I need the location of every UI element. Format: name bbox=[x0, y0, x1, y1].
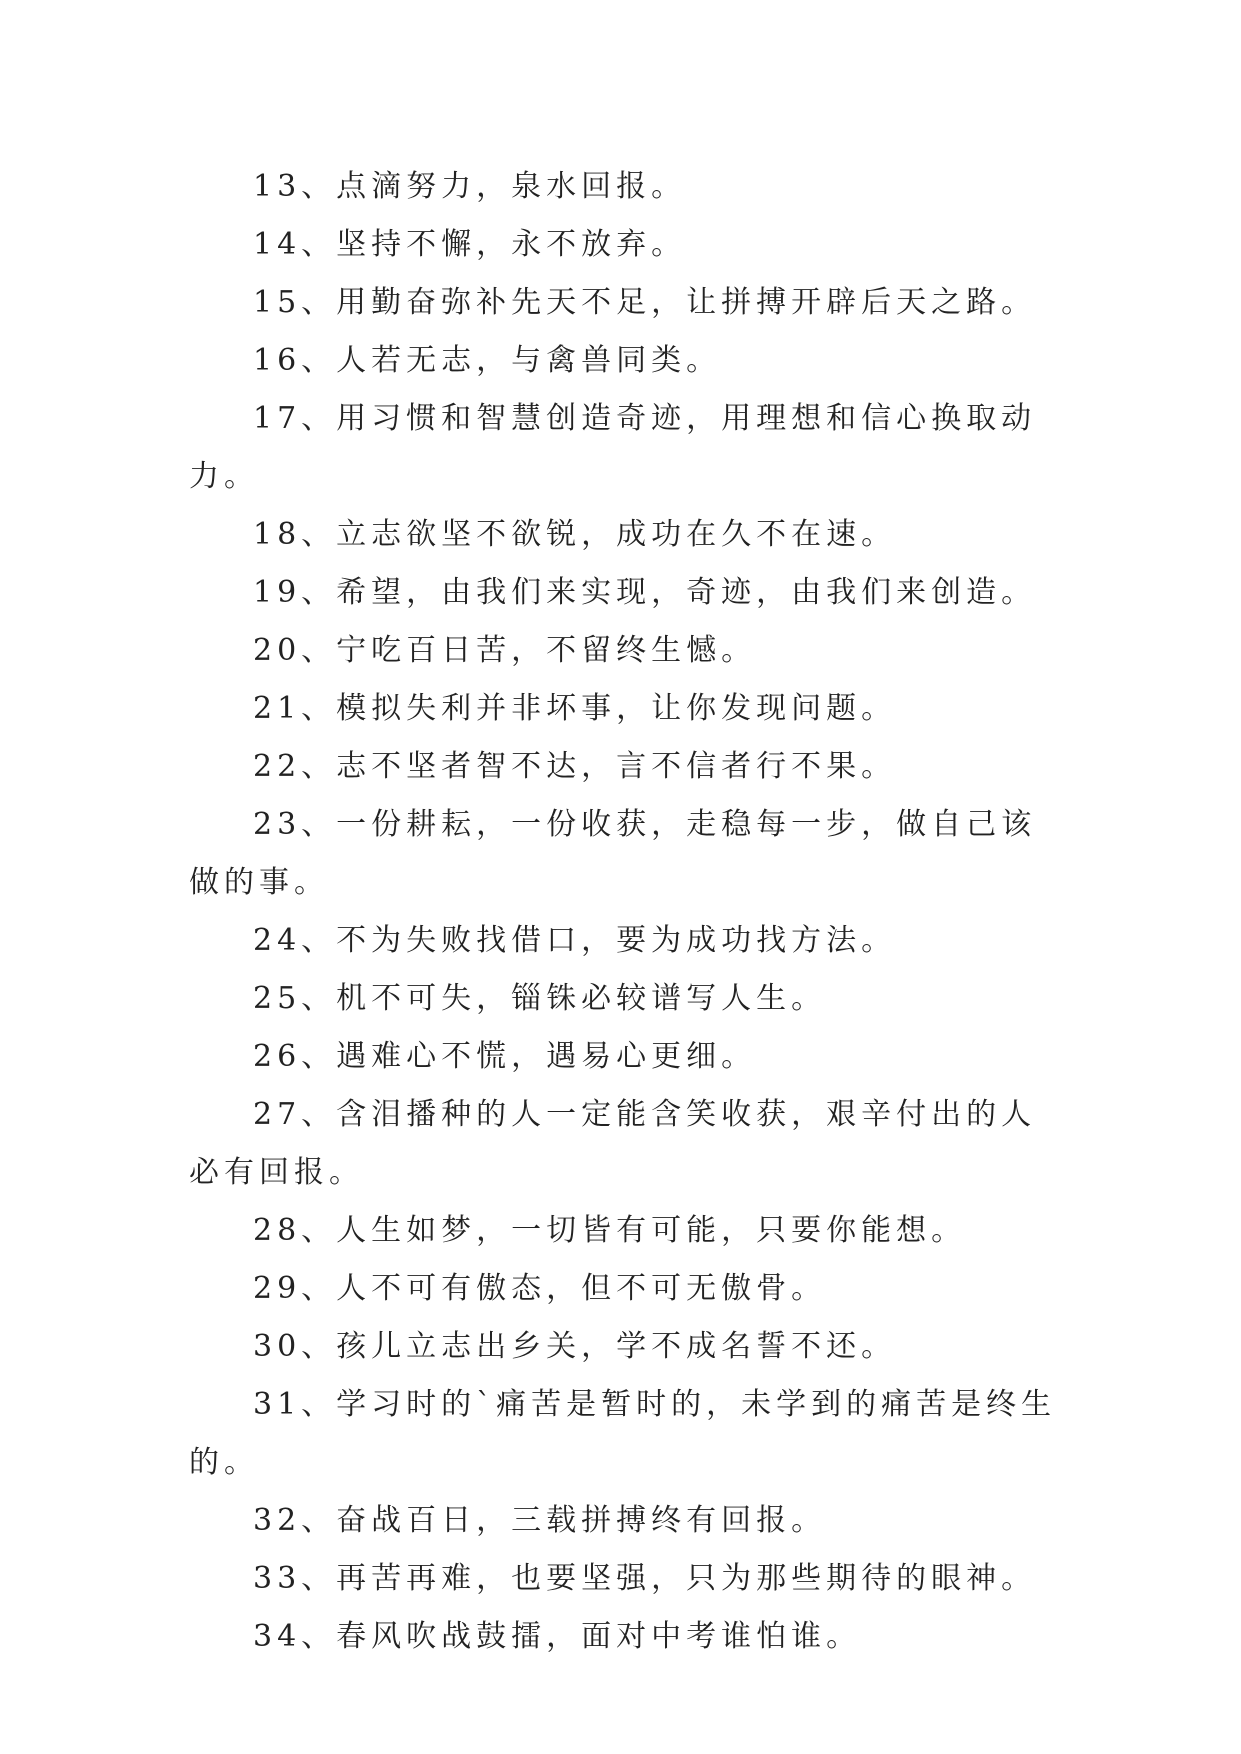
paragraph-34: 34、春风吹战鼓擂，面对中考谁怕谁。 bbox=[253, 1619, 862, 1654]
paragraph-26: 26、遇难心不慌，遇易心更细。 bbox=[253, 1039, 757, 1074]
paragraph-24: 24、不为失败找借口，要为成功找方法。 bbox=[253, 923, 897, 958]
paragraph-22: 22、志不坚者智不达，言不信者行不果。 bbox=[253, 749, 897, 784]
paragraph-14: 14、坚持不懈，永不放弃。 bbox=[253, 227, 687, 262]
paragraph-17: 17、用习惯和智慧创造奇迹，用理想和信心换取动力。 bbox=[189, 401, 1037, 494]
paragraph-31: 31、学习时的`痛苦是暂时的，未学到的痛苦是终生的。 bbox=[189, 1387, 1057, 1480]
paragraph-19: 19、希望，由我们来实现，奇迹，由我们来创造。 bbox=[253, 575, 1037, 610]
paragraph-13: 13、点滴努力，泉水回报。 bbox=[253, 169, 687, 204]
document-body bbox=[189, 158, 1069, 1666]
paragraph-27: 27、含泪播种的人一定能含笑收获，艰辛付出的人必有回报。 bbox=[189, 1097, 1037, 1190]
paragraph-16: 16、人若无志，与禽兽同类。 bbox=[253, 343, 722, 378]
paragraph-29: 29、人不可有傲态，但不可无傲骨。 bbox=[253, 1271, 827, 1306]
paragraph-21: 21、模拟失利并非坏事，让你发现问题。 bbox=[253, 691, 897, 726]
paragraph-18: 18、立志欲坚不欲锐，成功在久不在速。 bbox=[253, 517, 897, 552]
paragraph-33: 33、再苦再难，也要坚强，只为那些期待的眼神。 bbox=[253, 1561, 1037, 1596]
paragraph-28: 28、人生如梦，一切皆有可能，只要你能想。 bbox=[253, 1213, 967, 1248]
paragraph-20: 20、宁吃百日苦，不留终生憾。 bbox=[253, 633, 757, 668]
paragraph-30: 30、孩儿立志出乡关，学不成名誓不还。 bbox=[253, 1329, 897, 1364]
paragraph-15: 15、用勤奋弥补先天不足，让拼搏开辟后天之路。 bbox=[253, 285, 1037, 320]
paragraph-23: 23、一份耕耘，一份收获，走稳每一步，做自己该做的事。 bbox=[189, 807, 1037, 900]
paragraph-25: 25、机不可失，锱铢必较谱写人生。 bbox=[253, 981, 827, 1016]
paragraph-32: 32、奋战百日，三载拼搏终有回报。 bbox=[253, 1503, 827, 1538]
